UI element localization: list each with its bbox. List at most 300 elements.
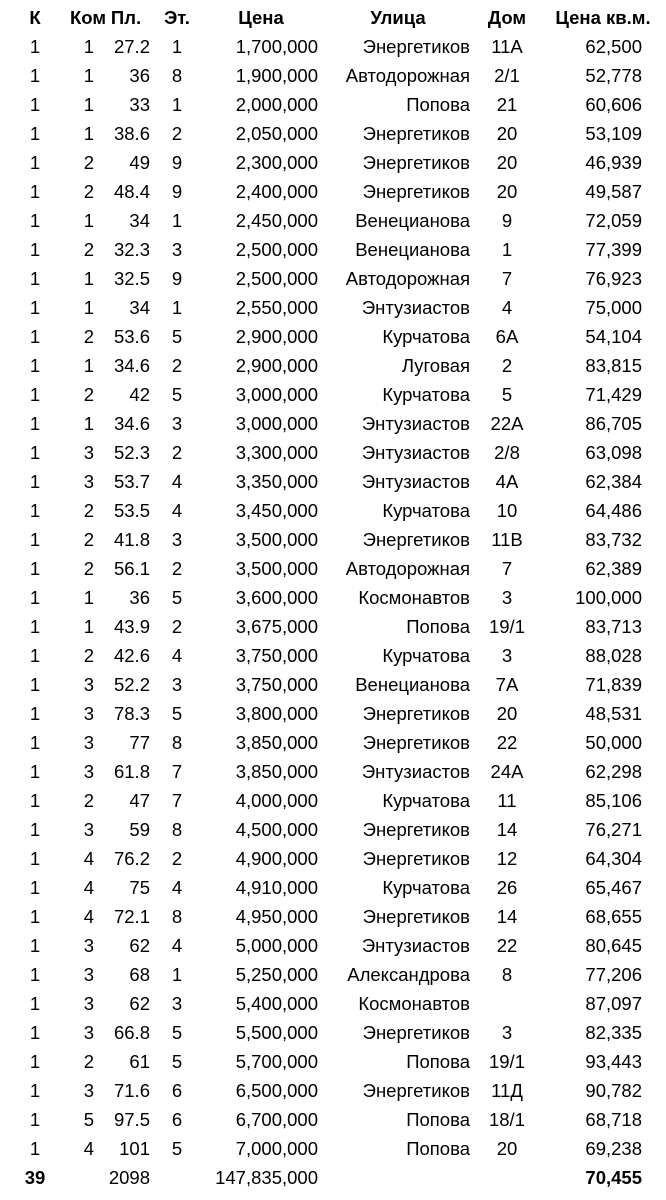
- area-cell: 34.6: [113, 355, 150, 376]
- price-per-sqm-cell: 83,732: [585, 529, 642, 550]
- column-header-rooms: Ком: [70, 7, 107, 28]
- street-cell: Автодорожная: [345, 268, 470, 289]
- area-cell: 76.2: [113, 848, 150, 869]
- k-cell: 1: [29, 1138, 41, 1159]
- price-cell: 2,500,000: [235, 268, 318, 289]
- total-street-cell: [322, 1163, 474, 1192]
- street-cell: Автодорожная: [345, 558, 470, 579]
- price-cell: 4,500,000: [235, 819, 318, 840]
- price-per-sqm-cell: 100,000: [575, 587, 642, 608]
- area-cell: 41.8: [113, 529, 150, 550]
- rooms-cell: 2: [83, 558, 94, 579]
- rooms-cell: 1: [83, 268, 94, 289]
- floor-cell: 6: [171, 1080, 183, 1101]
- floor-cell: 9: [171, 181, 183, 202]
- street-cell: Энергетиков: [362, 732, 470, 753]
- street-cell: Энергетиков: [362, 152, 470, 173]
- table-row: [0, 525, 666, 554]
- column-header-price: Цена: [238, 7, 284, 28]
- column-header-price-per-sqm: Цена кв.м.: [555, 7, 651, 28]
- house-cell: 8: [501, 964, 513, 985]
- street-cell: Энтузиастов: [361, 935, 470, 956]
- k-cell: 1: [29, 297, 41, 318]
- house-cell: 11В: [491, 529, 523, 550]
- rooms-cell: 3: [83, 703, 94, 724]
- table-row: [0, 1047, 666, 1076]
- rooms-cell: 1: [83, 355, 94, 376]
- k-cell: 1: [29, 819, 41, 840]
- table-body: [0, 32, 666, 1192]
- street-cell: Космонавтов: [358, 587, 470, 608]
- table-row: [0, 264, 666, 293]
- floor-cell: 3: [171, 993, 183, 1014]
- street-cell: Попова: [406, 1051, 470, 1072]
- table-row: [0, 815, 666, 844]
- price-per-sqm-cell: 60,606: [585, 94, 642, 115]
- k-cell: 1: [29, 268, 41, 289]
- house-cell: 11: [497, 790, 517, 811]
- k-cell: 1: [29, 442, 41, 463]
- house-cell: 19/1: [488, 1051, 525, 1072]
- price-per-sqm-cell: 62,389: [585, 558, 642, 579]
- total-price-cell: 147,835,000: [215, 1167, 318, 1188]
- rooms-cell: 2: [83, 790, 94, 811]
- price-cell: 2,300,000: [235, 152, 318, 173]
- total-price-per-sqm-cell: 70,455: [585, 1167, 642, 1188]
- k-cell: 1: [29, 181, 41, 202]
- rooms-cell: 1: [83, 94, 94, 115]
- k-cell: 1: [29, 877, 41, 898]
- k-cell: 1: [29, 1022, 41, 1043]
- area-cell: 59: [129, 819, 150, 840]
- floor-cell: 4: [171, 877, 183, 898]
- rooms-cell: 2: [83, 326, 94, 347]
- price-per-sqm-cell: 68,655: [585, 906, 642, 927]
- house-cell: 10: [496, 500, 518, 521]
- area-cell: 43.9: [113, 616, 150, 637]
- floor-cell: 2: [171, 442, 183, 463]
- rooms-cell: 1: [83, 297, 94, 318]
- k-cell: 1: [29, 152, 41, 173]
- house-cell: 9: [501, 210, 513, 231]
- house-cell: 26: [496, 877, 518, 898]
- k-cell: 1: [29, 123, 41, 144]
- area-cell: 78.3: [113, 703, 150, 724]
- total-rooms-cell: [70, 1163, 98, 1192]
- rooms-cell: 3: [83, 761, 94, 782]
- price-per-sqm-cell: 76,923: [585, 268, 642, 289]
- k-cell: 1: [29, 384, 41, 405]
- street-cell: Энергетиков: [362, 36, 470, 57]
- area-cell: 27.2: [113, 36, 150, 57]
- table-row: [0, 641, 666, 670]
- k-cell: 1: [29, 326, 41, 347]
- area-cell: 52.2: [113, 674, 150, 695]
- rooms-cell: 2: [83, 1051, 94, 1072]
- floor-cell: 4: [171, 645, 183, 666]
- price-per-sqm-cell: 77,399: [585, 239, 642, 260]
- k-cell: 1: [29, 964, 41, 985]
- table-row: [0, 90, 666, 119]
- price-per-sqm-cell: 68,718: [585, 1109, 642, 1130]
- price-per-sqm-cell: 72,059: [585, 210, 642, 231]
- area-cell: 48.4: [113, 181, 150, 202]
- table-row: [0, 612, 666, 641]
- table-row: [0, 206, 666, 235]
- street-cell: Александрова: [347, 964, 470, 985]
- k-cell: 1: [29, 587, 41, 608]
- street-cell: Попова: [406, 1138, 470, 1159]
- area-cell: 72.1: [113, 906, 150, 927]
- rooms-cell: 2: [83, 529, 94, 550]
- floor-cell: 5: [171, 703, 183, 724]
- house-cell: 12: [496, 848, 518, 869]
- price-cell: 3,000,000: [235, 384, 318, 405]
- floor-cell: 3: [171, 413, 183, 434]
- price-per-sqm-cell: 93,443: [585, 1051, 642, 1072]
- price-cell: 3,500,000: [235, 558, 318, 579]
- table-row: [0, 1134, 666, 1163]
- street-cell: Курчатова: [382, 645, 470, 666]
- price-per-sqm-cell: 49,587: [585, 181, 642, 202]
- price-cell: 6,500,000: [235, 1080, 318, 1101]
- table-row: [0, 32, 666, 61]
- floor-cell: 5: [171, 1138, 183, 1159]
- price-cell: 3,800,000: [235, 703, 318, 724]
- rooms-cell: 3: [83, 674, 94, 695]
- price-cell: 5,000,000: [235, 935, 318, 956]
- area-cell: 53.5: [113, 500, 150, 521]
- floor-cell: 2: [171, 558, 183, 579]
- price-per-sqm-cell: 75,000: [585, 297, 642, 318]
- floor-cell: 3: [171, 239, 183, 260]
- rooms-cell: 4: [83, 1138, 94, 1159]
- k-cell: 1: [29, 558, 41, 579]
- street-cell: Венецианова: [355, 674, 470, 695]
- k-cell: 1: [29, 94, 41, 115]
- floor-cell: 1: [171, 297, 183, 318]
- rooms-cell: 4: [83, 906, 94, 927]
- table-row: [0, 786, 666, 815]
- floor-cell: 5: [171, 1022, 183, 1043]
- floor-cell: 4: [171, 500, 183, 521]
- floor-cell: 4: [171, 471, 183, 492]
- rooms-cell: 1: [83, 65, 94, 86]
- price-per-sqm-cell: 88,028: [585, 645, 642, 666]
- house-cell: 4А: [495, 471, 519, 492]
- total-floor-cell: [154, 1163, 200, 1192]
- price-per-sqm-cell: 87,097: [585, 993, 642, 1014]
- floor-cell: 1: [171, 210, 183, 231]
- rooms-cell: 2: [83, 500, 94, 521]
- table-row: [0, 728, 666, 757]
- price-per-sqm-cell: 83,815: [585, 355, 642, 376]
- rooms-cell: 3: [83, 819, 94, 840]
- price-per-sqm-cell: 85,106: [585, 790, 642, 811]
- price-cell: 3,000,000: [235, 413, 318, 434]
- street-cell: Энтузиастов: [361, 297, 470, 318]
- rooms-cell: 2: [83, 384, 94, 405]
- area-cell: 61.8: [113, 761, 150, 782]
- table-row: [0, 148, 666, 177]
- rooms-cell: 3: [83, 442, 94, 463]
- rooms-cell: 3: [83, 732, 94, 753]
- floor-cell: 4: [171, 935, 183, 956]
- floor-cell: 3: [171, 674, 183, 695]
- house-cell: 24А: [490, 761, 524, 782]
- house-cell: 2: [501, 355, 513, 376]
- price-cell: 2,450,000: [235, 210, 318, 231]
- table-row: [0, 757, 666, 786]
- house-cell: 7: [501, 268, 513, 289]
- house-cell: 14: [496, 906, 518, 927]
- area-cell: 62: [129, 993, 150, 1014]
- table-row: [0, 931, 666, 960]
- area-cell: 77: [129, 732, 150, 753]
- street-cell: Энтузиастов: [361, 471, 470, 492]
- k-cell: 1: [29, 413, 41, 434]
- house-cell: 5: [501, 384, 513, 405]
- table-row: [0, 554, 666, 583]
- table-row: [0, 989, 666, 1018]
- area-cell: 34.6: [113, 413, 150, 434]
- total-k-cell: 39: [24, 1167, 46, 1188]
- area-cell: 47: [129, 790, 150, 811]
- k-cell: 1: [29, 703, 41, 724]
- table-row: [0, 119, 666, 148]
- price-cell: 3,750,000: [235, 645, 318, 666]
- table-row: [0, 1018, 666, 1047]
- column-header-street: Улица: [370, 7, 426, 28]
- floor-cell: 8: [171, 732, 183, 753]
- house-cell: 22: [496, 935, 518, 956]
- rooms-cell: 1: [83, 36, 94, 57]
- k-cell: 1: [29, 36, 41, 57]
- k-cell: 1: [29, 848, 41, 869]
- floor-cell: 1: [171, 36, 183, 57]
- k-cell: 1: [29, 790, 41, 811]
- price-per-sqm-cell: 62,384: [585, 471, 642, 492]
- floor-cell: 7: [171, 790, 183, 811]
- house-cell: 7А: [495, 674, 519, 695]
- table-row: [0, 467, 666, 496]
- rooms-cell: 3: [83, 1022, 94, 1043]
- table-row: [0, 1105, 666, 1134]
- area-cell: 32.3: [113, 239, 150, 260]
- price-per-sqm-cell: 48,531: [585, 703, 642, 724]
- area-cell: 36: [129, 587, 150, 608]
- price-per-sqm-cell: 52,778: [585, 65, 642, 86]
- k-cell: 1: [29, 500, 41, 521]
- k-cell: 1: [29, 239, 41, 260]
- k-cell: 1: [29, 529, 41, 550]
- price-cell: 2,000,000: [235, 94, 318, 115]
- k-cell: 1: [29, 761, 41, 782]
- house-cell: 3: [501, 1022, 513, 1043]
- price-cell: 3,600,000: [235, 587, 318, 608]
- price-per-sqm-cell: 64,304: [585, 848, 642, 869]
- house-cell: 7: [501, 558, 513, 579]
- house-cell: 22А: [490, 413, 524, 434]
- price-cell: 1,700,000: [235, 36, 318, 57]
- house-cell: 11А: [491, 36, 523, 57]
- house-cell: 20: [496, 123, 518, 144]
- price-per-sqm-cell: 69,238: [585, 1138, 642, 1159]
- rooms-cell: 2: [83, 239, 94, 260]
- floor-cell: 8: [171, 906, 183, 927]
- rooms-cell: 5: [83, 1109, 94, 1130]
- area-cell: 101: [119, 1138, 150, 1159]
- house-cell: 3: [501, 587, 513, 608]
- house-cell: 19/1: [488, 616, 525, 637]
- house-cell: 2/8: [494, 442, 520, 463]
- street-cell: Попова: [406, 616, 470, 637]
- area-cell: 71.6: [113, 1080, 150, 1101]
- area-cell: 66.8: [113, 1022, 150, 1043]
- price-cell: 2,050,000: [235, 123, 318, 144]
- price-per-sqm-cell: 71,429: [585, 384, 642, 405]
- street-cell: Космонавтов: [358, 993, 470, 1014]
- rooms-cell: 4: [83, 848, 94, 869]
- area-cell: 42.6: [113, 645, 150, 666]
- table-row: [0, 873, 666, 902]
- area-cell: 52.3: [113, 442, 150, 463]
- price-cell: 3,850,000: [235, 761, 318, 782]
- area-cell: 68: [129, 964, 150, 985]
- price-cell: 4,000,000: [235, 790, 318, 811]
- floor-cell: 7: [171, 761, 183, 782]
- table-row: [0, 496, 666, 525]
- rooms-cell: 1: [83, 123, 94, 144]
- price-per-sqm-cell: 76,271: [585, 819, 642, 840]
- floor-cell: 2: [171, 123, 183, 144]
- rooms-cell: 3: [83, 935, 94, 956]
- price-cell: 4,950,000: [235, 906, 318, 927]
- k-cell: 1: [29, 674, 41, 695]
- house-cell: 2/1: [494, 65, 520, 86]
- street-cell: Энергетиков: [362, 1022, 470, 1043]
- k-cell: 1: [29, 993, 41, 1014]
- price-cell: 5,500,000: [235, 1022, 318, 1043]
- price-per-sqm-cell: 63,098: [585, 442, 642, 463]
- price-per-sqm-cell: 65,467: [585, 877, 642, 898]
- area-cell: 56.1: [113, 558, 150, 579]
- street-cell: Курчатова: [382, 500, 470, 521]
- k-cell: 1: [29, 616, 41, 637]
- table-row: [0, 235, 666, 264]
- rooms-cell: 2: [83, 152, 94, 173]
- price-per-sqm-cell: 90,782: [585, 1080, 642, 1101]
- area-cell: 53.6: [113, 326, 150, 347]
- street-cell: Энтузиастов: [361, 413, 470, 434]
- table-row: [0, 322, 666, 351]
- floor-cell: 1: [171, 94, 183, 115]
- floor-cell: 6: [171, 1109, 183, 1130]
- street-cell: Курчатова: [382, 384, 470, 405]
- price-cell: 3,500,000: [235, 529, 318, 550]
- street-cell: Энтузиастов: [361, 442, 470, 463]
- street-cell: Энергетиков: [362, 906, 470, 927]
- price-cell: 5,700,000: [235, 1051, 318, 1072]
- price-cell: 5,400,000: [235, 993, 318, 1014]
- price-per-sqm-cell: 50,000: [585, 732, 642, 753]
- rooms-cell: 3: [83, 964, 94, 985]
- floor-cell: 5: [171, 1051, 183, 1072]
- street-cell: Энтузиастов: [361, 761, 470, 782]
- floor-cell: 8: [171, 65, 183, 86]
- price-cell: 6,700,000: [235, 1109, 318, 1130]
- area-cell: 36: [129, 65, 150, 86]
- column-header-house: Дом: [487, 7, 527, 28]
- price-cell: 3,850,000: [235, 732, 318, 753]
- price-cell: 3,450,000: [235, 500, 318, 521]
- total-house-cell: [474, 1163, 540, 1192]
- price-cell: 3,675,000: [235, 616, 318, 637]
- k-cell: 1: [29, 471, 41, 492]
- price-cell: 3,750,000: [235, 674, 318, 695]
- price-cell: 1,900,000: [235, 65, 318, 86]
- table-row: [0, 351, 666, 380]
- floor-cell: 1: [171, 964, 183, 985]
- k-cell: 1: [29, 65, 41, 86]
- price-cell: 5,250,000: [235, 964, 318, 985]
- street-cell: Энергетиков: [362, 181, 470, 202]
- street-cell: Энергетиков: [362, 123, 470, 144]
- table-row: [0, 438, 666, 467]
- column-header-floor: Эт.: [164, 7, 190, 28]
- price-per-sqm-cell: 82,335: [585, 1022, 642, 1043]
- price-per-sqm-cell: 83,713: [585, 616, 642, 637]
- street-cell: Энергетиков: [362, 819, 470, 840]
- k-cell: 1: [29, 1109, 41, 1130]
- rooms-cell: 1: [83, 413, 94, 434]
- total-area-cell: 2098: [108, 1167, 150, 1188]
- price-cell: 2,900,000: [235, 326, 318, 347]
- house-cell: 20: [496, 152, 518, 173]
- table-row: [0, 380, 666, 409]
- column-header-k: К: [29, 7, 41, 28]
- price-cell: 3,350,000: [235, 471, 318, 492]
- price-per-sqm-cell: 54,104: [585, 326, 642, 347]
- table-row: [0, 1076, 666, 1105]
- house-cell: 1: [501, 239, 513, 260]
- floor-cell: 5: [171, 326, 183, 347]
- table-row: [0, 960, 666, 989]
- table-row: [0, 699, 666, 728]
- area-cell: 32.5: [113, 268, 150, 289]
- area-cell: 38.6: [113, 123, 150, 144]
- k-cell: 1: [29, 355, 41, 376]
- price-per-sqm-cell: 62,500: [585, 36, 642, 57]
- house-cell: 11Д: [491, 1080, 523, 1101]
- area-cell: 33: [129, 94, 150, 115]
- area-cell: 97.5: [113, 1109, 150, 1130]
- k-cell: 1: [29, 906, 41, 927]
- k-cell: 1: [29, 645, 41, 666]
- price-per-sqm-cell: 80,645: [585, 935, 642, 956]
- street-cell: Курчатова: [382, 790, 470, 811]
- k-cell: 1: [29, 935, 41, 956]
- floor-cell: 3: [171, 529, 183, 550]
- floor-cell: 9: [171, 268, 183, 289]
- floor-cell: 5: [171, 384, 183, 405]
- area-cell: 75: [129, 877, 150, 898]
- price-per-sqm-cell: 86,705: [585, 413, 642, 434]
- street-cell: Венецианова: [355, 239, 470, 260]
- price-per-sqm-cell: 77,206: [585, 964, 642, 985]
- house-cell: 18/1: [488, 1109, 525, 1130]
- street-cell: Энергетиков: [362, 703, 470, 724]
